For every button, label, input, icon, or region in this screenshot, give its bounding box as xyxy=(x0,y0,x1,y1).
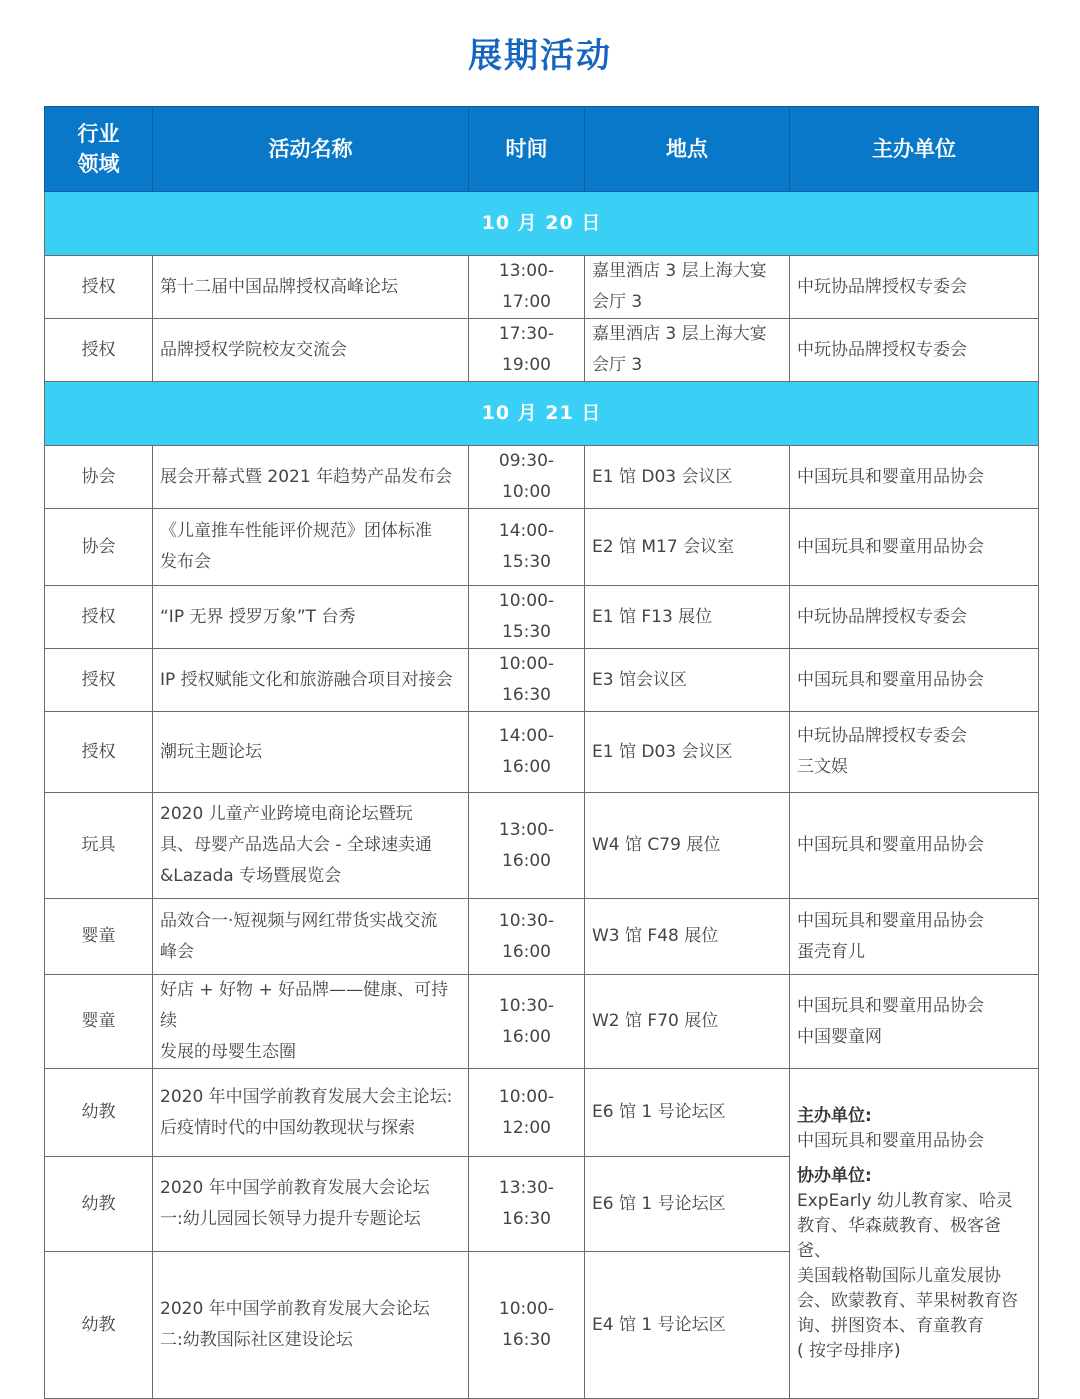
table-row xyxy=(45,446,1039,509)
schedule-table xyxy=(44,106,1039,1399)
text-line: 中玩协品牌授权专委会 xyxy=(797,606,967,627)
preschool-organizer-cell xyxy=(790,1069,1039,1399)
text-line: &Lazada 专场暨展览会 xyxy=(160,866,342,886)
text-line: 2020 儿童产业跨境电商论坛暨玩 xyxy=(160,804,413,824)
sector-cell: 玩具 xyxy=(45,793,153,899)
text-line: 展会开幕式暨 2021 年趋势产品发布会 xyxy=(160,466,453,487)
text-line: 二:幼教国际社区建设论坛 xyxy=(160,1330,353,1350)
text-line: 2020 年中国学前教育发展大会主论坛: xyxy=(160,1086,453,1107)
table-row xyxy=(45,975,1039,1069)
header-place: 地点 xyxy=(585,107,790,192)
text-line: 《儿童推车性能评价规范》团体标准 xyxy=(160,521,432,541)
text-line: 中国玩具和婴童用品协会 xyxy=(797,910,984,931)
text-line: E6 馆 1 号论坛区 xyxy=(592,1193,726,1214)
text-line: 峰会 xyxy=(160,941,194,962)
organizer-block xyxy=(797,1100,1031,1368)
co-organizer-line: 美国载格勒国际儿童发展协 xyxy=(797,1265,1001,1286)
time-cell: 10:00-16:30 xyxy=(469,1252,585,1399)
sector-cell: 幼教 xyxy=(45,1157,153,1252)
place-cell xyxy=(585,1157,790,1252)
text-line: 中国玩具和婴童用品协会 xyxy=(797,669,984,690)
schedule-body xyxy=(45,107,1039,1399)
text-line: 中玩协品牌授权专委会 xyxy=(797,726,967,746)
host-label: 主办单位: xyxy=(797,1105,872,1126)
text-line: IP 授权赋能文化和旅游融合项目对接会 xyxy=(160,669,453,690)
sector-cell: 授权 xyxy=(45,319,153,382)
place-cell xyxy=(585,899,790,975)
organizer-cell xyxy=(790,319,1039,382)
event-name-cell xyxy=(153,649,469,712)
co-organizer-line: ExpEarly 幼儿教育家、哈灵 xyxy=(797,1190,1013,1211)
organizer-cell xyxy=(790,586,1039,649)
sector-cell: 幼教 xyxy=(45,1252,153,1399)
text-line: 中玩协品牌授权专委会 xyxy=(797,276,967,297)
text-line: 蛋壳育儿 xyxy=(797,941,865,962)
text-line: 发展的母婴生态圈 xyxy=(160,1042,296,1062)
table-row xyxy=(45,509,1039,586)
table-row xyxy=(45,586,1039,649)
co-organizer-line: ( 按字母排序) xyxy=(797,1340,901,1361)
text-line: 嘉里酒店 3 层上海大宴 xyxy=(592,324,767,344)
place-cell xyxy=(585,793,790,899)
event-name-cell xyxy=(153,446,469,509)
text-line: 品牌授权学院校友交流会 xyxy=(160,339,347,360)
organizer-cell xyxy=(790,509,1039,586)
sector-cell: 授权 xyxy=(45,256,153,319)
sector-cell: 协会 xyxy=(45,446,153,509)
header-organizer: 主办单位 xyxy=(790,107,1039,192)
text-line: E3 馆会议区 xyxy=(592,669,687,690)
spacer xyxy=(797,1154,1031,1164)
text-line: 品效合一·短视频与网红带货实战交流 xyxy=(160,910,438,931)
time-cell: 10:30-16:00 xyxy=(469,975,585,1069)
place-cell xyxy=(585,649,790,712)
text-line: 具、母婴产品选品大会 - 全球速卖通 xyxy=(160,835,432,855)
text-line: E4 馆 1 号论坛区 xyxy=(592,1314,726,1335)
organizer-cell xyxy=(790,712,1039,793)
text-line: “IP 无界 授罗万象”T 台秀 xyxy=(160,606,356,627)
text-line: 嘉里酒店 3 层上海大宴 xyxy=(592,261,767,281)
date-label: 10 月 20 日 xyxy=(45,192,1039,256)
organizer-cell xyxy=(790,899,1039,975)
event-name-cell xyxy=(153,899,469,975)
co-organizer-line: 询、拼图资本、育童教育 xyxy=(797,1315,984,1336)
place-cell xyxy=(585,586,790,649)
organizer-cell xyxy=(790,446,1039,509)
sector-cell: 婴童 xyxy=(45,899,153,975)
organizer-cell xyxy=(790,649,1039,712)
sector-cell: 幼教 xyxy=(45,1069,153,1157)
header-sector-line: 行业 xyxy=(77,122,120,146)
text-line: 中玩协品牌授权专委会 xyxy=(797,339,967,360)
sector-cell: 授权 xyxy=(45,586,153,649)
text-line: 2020 年中国学前教育发展大会论坛 xyxy=(160,1178,430,1198)
time-cell: 14:00-16:00 xyxy=(469,712,585,793)
time-cell: 14:00-15:30 xyxy=(469,509,585,586)
table-row xyxy=(45,793,1039,899)
date-label: 10 月 21 日 xyxy=(45,382,1039,446)
place-cell xyxy=(585,975,790,1069)
place-cell xyxy=(585,319,790,382)
event-name-cell xyxy=(153,1069,469,1157)
header-time: 时间 xyxy=(469,107,585,192)
text-line: 中国玩具和婴童用品协会 xyxy=(797,995,984,1016)
header-sector xyxy=(45,107,153,192)
event-name-cell xyxy=(153,1252,469,1399)
table-row xyxy=(45,899,1039,975)
text-line: 发布会 xyxy=(160,552,211,572)
date-row xyxy=(45,382,1039,446)
time-cell: 10:00-12:00 xyxy=(469,1069,585,1157)
table-row xyxy=(45,256,1039,319)
page-title: 展期活动 xyxy=(468,36,612,76)
header-row xyxy=(45,107,1039,192)
text-line: 中国婴童网 xyxy=(797,1026,882,1047)
text-line: E1 馆 F13 展位 xyxy=(592,606,713,627)
table-row xyxy=(45,649,1039,712)
text-line: 会厅 3 xyxy=(592,355,643,375)
time-cell: 13:00-16:00 xyxy=(469,793,585,899)
time-cell: 13:00-17:00 xyxy=(469,256,585,319)
event-name-cell xyxy=(153,793,469,899)
date-row xyxy=(45,192,1039,256)
time-cell: 10:30-16:00 xyxy=(469,899,585,975)
sector-cell: 协会 xyxy=(45,509,153,586)
text-line: E6 馆 1 号论坛区 xyxy=(592,1102,726,1122)
text-line: 中国玩具和婴童用品协会 xyxy=(797,466,984,487)
text-line: 三文娱 xyxy=(797,757,848,777)
sector-cell: 授权 xyxy=(45,712,153,793)
text-line: 好店 + 好物 + 好品牌——健康、可持续 xyxy=(160,980,449,1031)
table-row xyxy=(45,1069,1039,1157)
event-name-cell xyxy=(153,586,469,649)
time-cell: 10:00-15:30 xyxy=(469,586,585,649)
place-cell xyxy=(585,1069,790,1157)
text-line: 第十二届中国品牌授权高峰论坛 xyxy=(160,276,398,297)
organizer-cell xyxy=(790,793,1039,899)
co-organizer-line: 教育、华森葳教育、极客爸爸、 xyxy=(797,1215,1001,1261)
event-name-cell xyxy=(153,319,469,382)
text-line: E1 馆 D03 会议区 xyxy=(592,466,733,487)
place-cell xyxy=(585,712,790,793)
table-row xyxy=(45,319,1039,382)
text-line: 后疫情时代的中国幼教现状与探索 xyxy=(160,1117,415,1138)
text-line: W4 馆 C79 展位 xyxy=(592,835,721,855)
time-cell: 13:30-16:30 xyxy=(469,1157,585,1252)
place-cell xyxy=(585,256,790,319)
text-line: W2 馆 F70 展位 xyxy=(592,1011,719,1031)
text-line: 潮玩主题论坛 xyxy=(160,741,262,762)
event-name-cell xyxy=(153,712,469,793)
event-name-cell xyxy=(153,509,469,586)
text-line: 一:幼儿园园长领导力提升专题论坛 xyxy=(160,1209,421,1229)
host-name: 中国玩具和婴童用品协会 xyxy=(797,1130,984,1151)
time-cell: 17:30-19:00 xyxy=(469,319,585,382)
event-name-cell xyxy=(153,975,469,1069)
table-row xyxy=(45,712,1039,793)
co-organizer-line: 会、欧蒙教育、苹果树教育咨 xyxy=(797,1290,1018,1311)
text-line: E1 馆 D03 会议区 xyxy=(592,741,733,762)
header-event: 活动名称 xyxy=(153,107,469,192)
text-line: W3 馆 F48 展位 xyxy=(592,926,719,946)
place-cell xyxy=(585,1252,790,1399)
organizer-cell xyxy=(790,975,1039,1069)
place-cell xyxy=(585,509,790,586)
co-organizer-label: 协办单位: xyxy=(797,1165,872,1186)
text-line: 中国玩具和婴童用品协会 xyxy=(797,536,984,557)
sector-cell: 婴童 xyxy=(45,975,153,1069)
time-cell: 09:30-10:00 xyxy=(469,446,585,509)
text-line: 会厅 3 xyxy=(592,292,643,312)
time-cell: 10:00-16:30 xyxy=(469,649,585,712)
place-cell xyxy=(585,446,790,509)
organizer-cell xyxy=(790,256,1039,319)
text-line: 中国玩具和婴童用品协会 xyxy=(797,835,984,855)
text-line: 2020 年中国学前教育发展大会论坛 xyxy=(160,1299,430,1319)
sector-cell: 授权 xyxy=(45,649,153,712)
text-line: E2 馆 M17 会议室 xyxy=(592,536,735,557)
event-name-cell xyxy=(153,256,469,319)
header-sector-line: 领域 xyxy=(77,152,120,176)
event-name-cell xyxy=(153,1157,469,1252)
